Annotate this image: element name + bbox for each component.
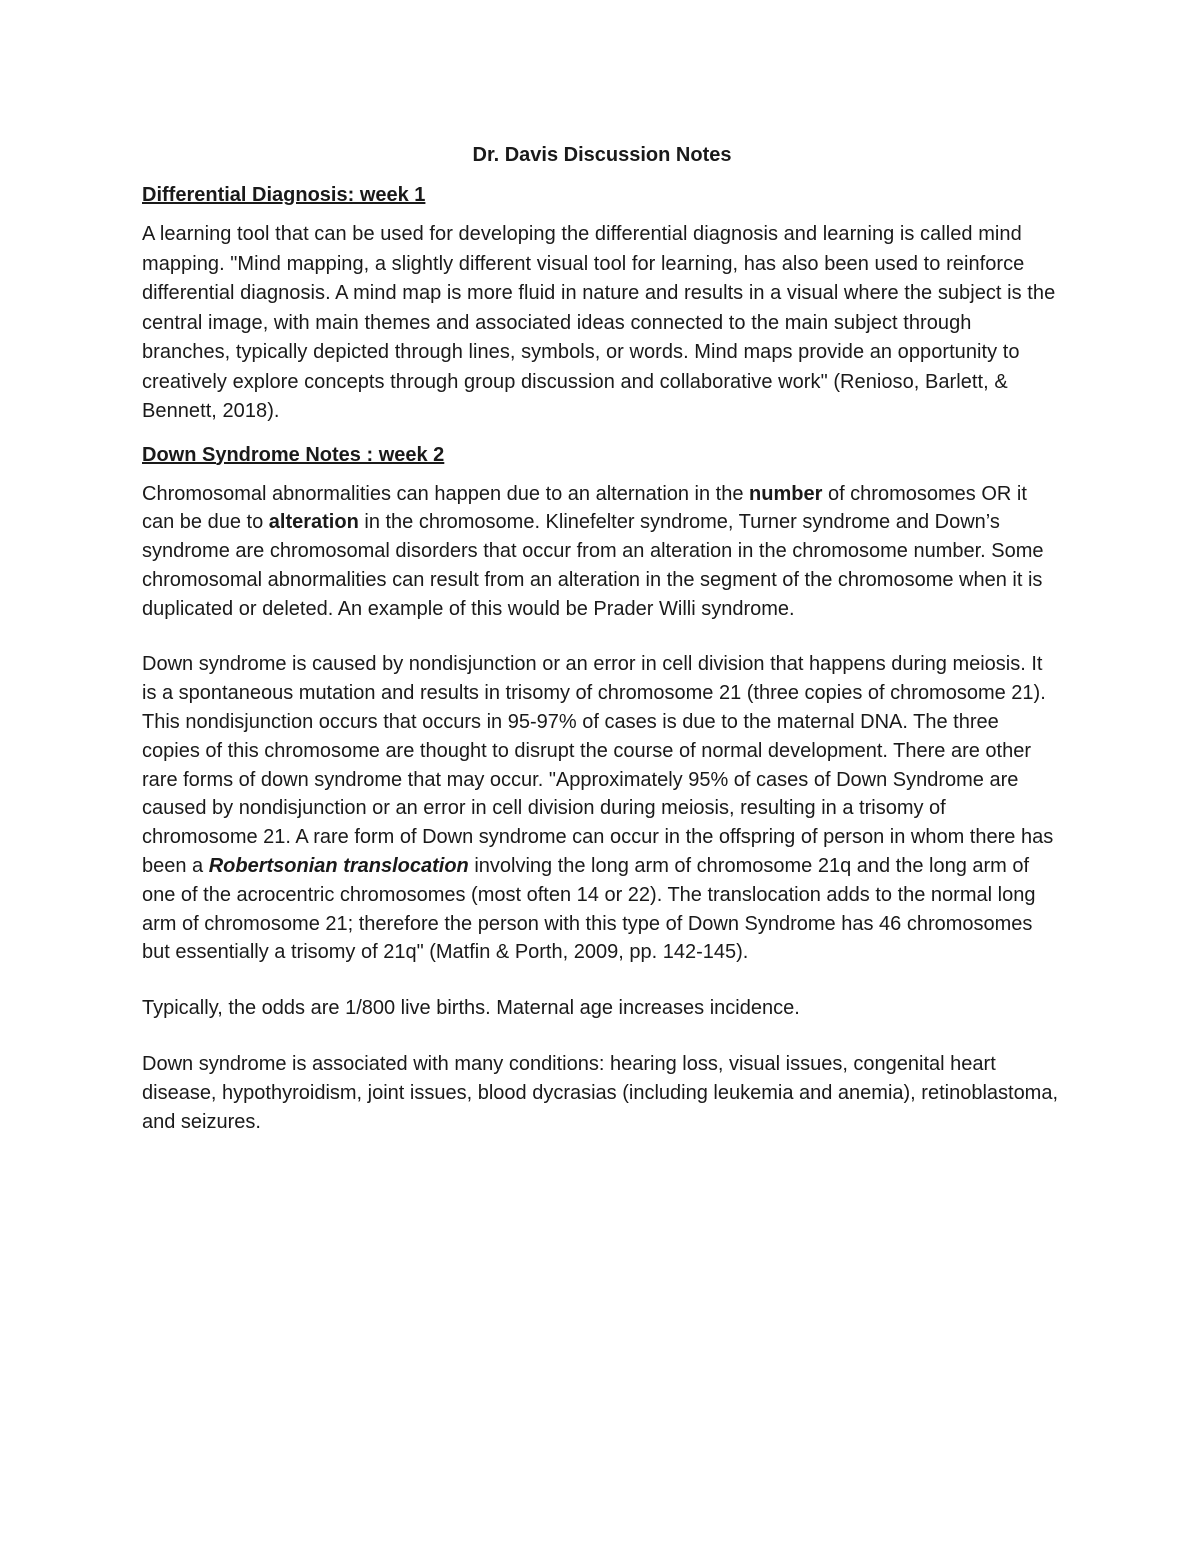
- paragraph-down-syndrome-cause: [142, 650, 1062, 967]
- document-title: Dr. Davis Discussion Notes: [472, 144, 732, 166]
- paragraph-chromosomal-abnormalities: [142, 480, 1062, 624]
- text-run: of chromosomes OR it can be due to: [142, 482, 1027, 534]
- section-heading-down-syndrome: Down Syndrome Notes : week 2: [142, 443, 445, 466]
- paragraph-odds: Typically, the odds are 1/800 live births. Maternal age increases incidence.: [142, 997, 800, 1020]
- text-run: Chromosomal abnormalities can happen due to an alternation in the: [142, 482, 750, 505]
- section-heading-differential-diagnosis: Differential Diagnosis: week 1: [142, 184, 426, 206]
- paragraph-associated-conditions: Down syndrome is associated with many conditions: hearing loss, visual issues, congenital heart disease, hypothyroidism, joint issues, blood dycrasias (including leukemia and anemia), retinoblastoma, and seizures.: [142, 1053, 1059, 1133]
- text-run: Down syndrome is caused by nondisjunction or an error in cell division that happens during meiosis. It is a spontaneous mutation and results in trisomy of chromosome 21 (three copies of chromosome 21). This nondisjunction occurs that occurs in 95-97% of cases is due to the maternal DNA. The three copies of this chromosome are thought to disrupt the course of normal development. There are other rare forms of down syndrome that may occur. "Approximately 95% of cases of Down Syndrome are caused by nondisjunction or an error in cell division during meiosis, resulting in a trisomy of chromosome 21. A rare form of Down syndrome can occur in the offspring of person in whom there has been a: [142, 653, 1054, 878]
- bold-term-number: number: [749, 482, 823, 505]
- document-page: [142, 140, 1062, 1163]
- text-run: involving the long arm of chromosome 21q and the long arm of one of the acrocentric chromosomes (most often 14 or 22). The translocation adds to the normal long arm of chromosome 21; therefore the person with this type of Down Syndrome has 46 chromosomes but essentially a trisomy of 21q" (Matfin & Porth, 2009, pp. 142-145).: [142, 855, 1036, 964]
- bold-italic-term-robertsonian-translocation: Robertsonian translocation: [208, 855, 469, 878]
- text-run: in the chromosome. Klinefelter syndrome, Turner syndrome and Down’s syndrome are chromosomal disorders that occur from an alteration in the chromosome number. Some chromosomal abnormalities can result from an alteration in the segment of the chromosome when it is duplicated or deleted. An example of this would be Prader Willi syndrome.: [142, 511, 1044, 620]
- paragraph-mind-mapping: A learning tool that can be used for developing the differential diagnosis and learning is called mind mapping. "Mind mapping, a slightly different visual tool for learning, has also been used to reinforce differential diagnosis. A mind map is more fluid in nature and results in a visual where the subject is the central image, with main themes and associated ideas connected to the main subject through branches, typically depicted through lines, symbols, or words. Mind maps provide an opportunity to creatively explore concepts through group discussion and collaborative work" (Renioso, Barlett, & Bennett, 2018).: [142, 223, 1056, 422]
- bold-term-alteration: alteration: [268, 511, 359, 534]
